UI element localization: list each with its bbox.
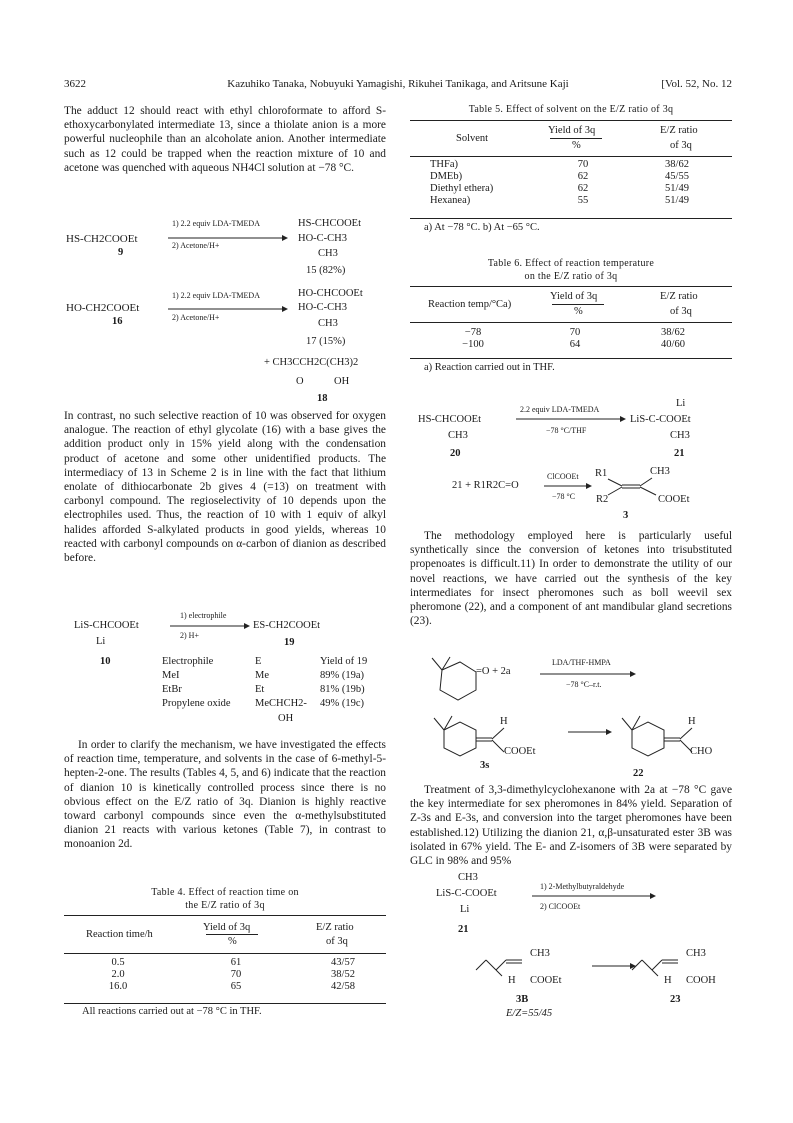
table-cell: 51/49 <box>665 182 689 194</box>
scheme6-arrow <box>532 892 656 902</box>
volume-info: [Vol. 52, No. 12 <box>661 78 732 90</box>
table-row <box>410 158 732 170</box>
scheme6-number-3b: 3B <box>516 994 529 1005</box>
table6-col3-header: E/Z ratio <box>660 291 698 302</box>
scheme5-number-3s: 3s <box>480 760 490 771</box>
electrophile-oh: OH <box>278 713 294 724</box>
scheme5-h2: H <box>688 716 696 727</box>
scheme5-plus: =O + 2a <box>476 666 511 677</box>
table6-mid-rule <box>410 322 732 323</box>
table6-top-rule <box>410 286 732 287</box>
table-cell: 62 <box>577 170 589 182</box>
table5-body <box>410 158 732 206</box>
scheme2-product-number: 17 (15%) <box>306 336 346 347</box>
left-paragraph-1 <box>64 104 386 175</box>
electrophile-row-1: MeI <box>162 670 180 681</box>
yield-row-3: 49% (19c) <box>320 698 365 709</box>
paragraph-text: Treatment of 3,3-dimethylcyclohexanone with 2a at −78 °C gave the key intermediate for sex pheromones in 84% yield. Separation of Z-3s and E-3s, and conversion into the target pheromones have been established.12) Utilizing the dianion 21, α,β-unsaturated ester 3B was isolated in 67% yield. The E- and Z-isomers of 3B were separated by GLC in 98% and 95% <box>410 784 732 868</box>
scheme2-number-18: 18 <box>317 393 328 404</box>
table6-col2-header: Yield of 3q <box>550 291 598 302</box>
yield-header: Yield of 19 <box>320 656 368 667</box>
scheme6-p2-cooh: COOH <box>686 975 716 986</box>
scheme4-condition-1: 2.2 equiv LDA-TMEDA <box>520 405 600 414</box>
table5-col2-header: Yield of 3q <box>548 125 596 136</box>
table-cell: 65 <box>230 980 242 992</box>
scheme4-li: Li <box>676 398 686 409</box>
table-cell: 55 <box>577 194 589 206</box>
table-cell: −100 <box>462 338 484 350</box>
table-cell: 38/62 <box>665 158 689 170</box>
table5-col3-header: E/Z ratio <box>660 125 698 136</box>
scheme1-product-bottom: CH3 <box>318 248 338 259</box>
table5-top-rule <box>410 120 732 121</box>
scheme6-number-21: 21 <box>458 924 469 935</box>
table4-col1-header: Reaction time/h <box>86 929 153 940</box>
table5-mid-rule <box>410 156 732 157</box>
table5-caption: Table 5. Effect of solvent on the E/Z ratio of 3q <box>468 104 674 115</box>
scheme4-arrow-2 <box>544 482 592 492</box>
e-row-1: Me <box>255 670 269 681</box>
table-row <box>410 194 732 206</box>
table5-footnote: a) At −78 °C. b) At −65 °C. <box>424 222 540 233</box>
table-cell: 70 <box>577 158 589 170</box>
scheme3-li: Li <box>96 636 106 647</box>
paragraph-text: The adduct 12 should react with ethyl chloroformate to afford S-ethoxycarbonylated intermediate 13, since a thiolate anion is a more powerful nucleophile than an alcoholate anion. Another intermediate such as 12 could be trapped when the reaction mixture of 10 and acetone was quenched with aqueous NH4Cl solution at −78 °C. <box>64 105 386 174</box>
scheme4-reactant-sub: CH3 <box>448 430 468 441</box>
table-cell: 61 <box>230 956 242 968</box>
table-row <box>64 968 386 980</box>
table-cell: 51/49 <box>665 194 689 206</box>
table4-col3-sub: of 3q <box>326 936 348 947</box>
table4-top-rule <box>64 915 386 916</box>
scheme6-ch3: CH3 <box>458 872 478 883</box>
scheme2-oh-label: OH <box>334 376 350 387</box>
table6-footnote: a) Reaction carried out in THF. <box>424 362 555 373</box>
table6-bottom-rule <box>410 358 732 359</box>
scheme5-h1: H <box>500 716 508 727</box>
scheme4-reactant: HS-CHCOOEt <box>418 414 482 425</box>
table6-col2-underline <box>552 304 604 305</box>
table5-col1-header: Solvent <box>456 133 489 144</box>
paragraph-text: In contrast, no such selective reaction of 10 was observed for oxygen analogue. The reaction of ethyl glycolate (16) with a base gives the addition product only in 15% yield along with the condensation product of acetone and some other unidentified products. The intermediacy of 13 in Scheme 2 is in line with the fact that lithium enolate of dithiocarbonate 2b gives 4 (=13) on treatment with carbonyl compound. The regioselectivity of 10 depends upon the electrophiles used. Thus, the reaction of 10 with 1 equiv of alkyl halides afforded S-alkylated products in good yields, whereas 10 reacted with carbonyl compounds on α-carbon of dianion as described before. <box>64 410 386 565</box>
scheme6-p1-ch3: CH3 <box>530 948 550 959</box>
scheme5-condition-1: LDA/THF-HMPA <box>552 658 611 667</box>
scheme4-number-20: 20 <box>450 448 461 459</box>
table4-bottom-rule <box>64 1003 386 1004</box>
left-paragraph-2 <box>64 409 386 565</box>
table-cell: 2.0 <box>111 968 125 980</box>
table-row <box>410 182 732 194</box>
scheme6-p2-ch3: CH3 <box>686 948 706 959</box>
scheme2-reactant-number: 16 <box>112 316 123 327</box>
yield-row-1: 89% (19a) <box>320 670 365 681</box>
scheme4-condition-3: ClCOOEt <box>547 472 579 481</box>
scheme1-reactant: HS-CH2COOEt <box>66 233 138 245</box>
scheme4-condition-4: −78 °C <box>552 492 576 501</box>
scheme6-li: Li <box>460 904 470 915</box>
scheme1-product-mid: HO-C-CH3 <box>298 233 347 244</box>
scheme1-product-number: 15 (82%) <box>306 265 346 276</box>
right-paragraph-4 <box>410 529 732 628</box>
table4-caption-2: the E/Z ratio of 3q <box>185 900 265 911</box>
scheme2-condition-1: 1) 2.2 equiv LDA-TMEDA <box>172 291 260 300</box>
scheme6-p1-cooet: COOEt <box>530 975 562 986</box>
scheme5-number-22: 22 <box>633 768 644 779</box>
table4-col2-underline <box>206 934 258 935</box>
table-cell: 70 <box>230 968 242 980</box>
scheme4-arrow <box>516 415 626 425</box>
page-number: 3622 <box>64 78 86 90</box>
table-row <box>64 980 386 992</box>
scheme3-reactant: LiS-CHCOOEt <box>74 620 139 631</box>
scheme2-reactant: HO-CH2COOEt <box>66 302 140 314</box>
table5-col2-unit: % <box>572 140 581 151</box>
table6-caption-1: Table 6. Effect of reaction temperature <box>487 258 655 269</box>
scheme3-product-number: 19 <box>284 637 295 648</box>
table-cell: 40/60 <box>661 338 685 350</box>
table-row <box>64 956 386 968</box>
scheme4-condition-2: −78 °C/THF <box>546 426 587 435</box>
table4-body <box>64 956 386 992</box>
scheme4-line2: 21 + R1R2C=O <box>452 480 519 491</box>
table6-col3-sub: of 3q <box>670 306 692 317</box>
scheme2-product-mid: HO-C-CH3 <box>298 302 347 313</box>
table5-col2-underline <box>550 138 602 139</box>
table6-caption-2: on the E/Z ratio of 3q <box>524 271 618 282</box>
scheme1-condition-1: 1) 2.2 equiv LDA-TMEDA <box>172 219 260 228</box>
scheme3-condition-1: 1) electrophile <box>180 611 227 620</box>
table6-col1-header: Reaction temp/°Ca) <box>428 299 512 310</box>
table4-col3-header: E/Z ratio <box>316 922 354 933</box>
table4-col2-unit: % <box>228 936 237 947</box>
scheme1-reactant-number: 9 <box>118 247 124 258</box>
table4-col2-header: Yield of 3q <box>203 922 251 933</box>
scheme6-ez-ratio: E/Z=55/45 <box>506 1008 553 1019</box>
left-paragraph-3 <box>64 738 386 852</box>
table-cell: 70 <box>569 326 581 338</box>
table-row <box>410 338 732 350</box>
scheme6-condition-2: 2) ClCOOEt <box>540 902 581 911</box>
scheme4-cooet: COOEt <box>658 494 690 505</box>
e-row-3: MeCHCH2- <box>255 698 307 709</box>
table4-caption-1: Table 4. Effect of reaction time on <box>151 887 299 898</box>
table-cell: 62 <box>577 182 589 194</box>
paragraph-text: The methodology employed here is particularly useful synthetically since the conversion of ketones into trisubstituted propenoates is difficult.11) In order to demonstrate the utility of our novel reactions, we have carried out the synthesis of the key intermediates for insect pheromones such as boll weevil sex pheromone (22), and a component of ant mandibular gland secretions (23). <box>410 530 732 628</box>
running-authors: Kazuhiko Tanaka, Nobuyuki Yamagishi, Rikuhei Tanikaga, and Aritsune Kaji <box>227 78 569 90</box>
scheme1-condition-2: 2) Acetone/H+ <box>172 241 220 250</box>
table-row <box>410 170 732 182</box>
table-cell: THFa) <box>430 158 458 170</box>
scheme5-arrow <box>540 670 636 680</box>
e-row-2: Et <box>255 684 265 695</box>
cyclohexanone-ring <box>426 656 486 704</box>
electrophile-header: Electrophile <box>162 656 214 667</box>
scheme4-number-21: 21 <box>674 448 685 459</box>
table6-col2-unit: % <box>574 306 583 317</box>
table-cell: 43/57 <box>331 956 355 968</box>
scheme3-condition-2: 2) H+ <box>180 631 199 640</box>
paragraph-text: In order to clarify the mechanism, we have investigated the effects of reaction time, temperature, and solvents in the case of 6-methyl-5-hepten-2-one. The results (Tables 4, 5, and 6) indicate that the reaction of dianion 10 is kinetically controlled process since there is no obvious effect on the E/Z ratio of 3q. Dianion is highly reactive toward carbonyl compounds since even the α-methylsubstituted dianion 21 reacts with various ketones (Table 7), in contrast to monoanion 2d. <box>64 739 386 851</box>
e-header: E <box>255 656 262 667</box>
right-paragraph-5 <box>410 761 732 868</box>
scheme2-o-label: O <box>296 376 304 387</box>
scheme5-condition-2: −78 °C–r.t. <box>566 680 602 689</box>
scheme4-r1: R1 <box>595 468 608 479</box>
table-cell: 64 <box>569 338 581 350</box>
scheme2-condition-2: 2) Acetone/H+ <box>172 313 220 322</box>
scheme4-product: LiS-C-COOEt <box>630 414 691 425</box>
table-cell: −78 <box>464 326 482 338</box>
table-cell: 38/52 <box>331 968 355 980</box>
alkene-bonds <box>606 476 658 498</box>
table4-mid-rule <box>64 953 386 954</box>
scheme6-p1-h: H <box>508 975 516 986</box>
scheme6-reactant: LiS-C-COOEt <box>436 888 497 899</box>
scheme4-r2: R2 <box>596 494 609 505</box>
table-cell: 45/55 <box>665 170 689 182</box>
table-cell: Hexanea) <box>430 194 471 206</box>
scheme3-product: ES-CH2COOEt <box>253 620 321 631</box>
scheme4-ch3: CH3 <box>650 466 670 477</box>
scheme2-product-bottom: CH3 <box>318 318 338 329</box>
yield-row-2: 81% (19b) <box>320 684 365 695</box>
scheme6-number-23: 23 <box>670 994 681 1005</box>
scheme5-cooet: COOEt <box>504 746 536 757</box>
scheme3-number-10: 10 <box>100 656 111 667</box>
table-cell: 16.0 <box>108 980 128 992</box>
table5-bottom-rule <box>410 218 732 219</box>
table-row <box>410 326 732 338</box>
scheme4-product-sub: CH3 <box>670 430 690 441</box>
table-cell: 42/58 <box>331 980 355 992</box>
scheme2-product-top: HO-CHCOOEt <box>298 288 363 299</box>
table-cell: DMEb) <box>430 170 463 182</box>
electrophile-row-3: Propylene oxide <box>162 698 231 709</box>
scheme2-byproduct: + CH3CCH2C(CH3)2 <box>264 357 359 368</box>
table5-col3-sub: of 3q <box>670 140 692 151</box>
scheme5-arrow-2 <box>568 728 612 738</box>
table-cell: 0.5 <box>111 956 125 968</box>
scheme6-condition-1: 1) 2-Methylbutyraldehyde <box>540 882 625 891</box>
table-cell: Diethyl ethera) <box>430 182 494 194</box>
table4-footnote: All reactions carried out at −78 °C in THF. <box>82 1006 262 1017</box>
table6-body <box>410 326 732 350</box>
scheme5-cho: CHO <box>690 746 713 757</box>
scheme4-number-3: 3 <box>623 510 629 521</box>
scheme1-product-top: HS-CHCOOEt <box>298 218 362 229</box>
table-cell: 38/62 <box>661 326 685 338</box>
electrophile-row-2: EtBr <box>162 684 182 695</box>
scheme6-p2-h: H <box>664 975 672 986</box>
